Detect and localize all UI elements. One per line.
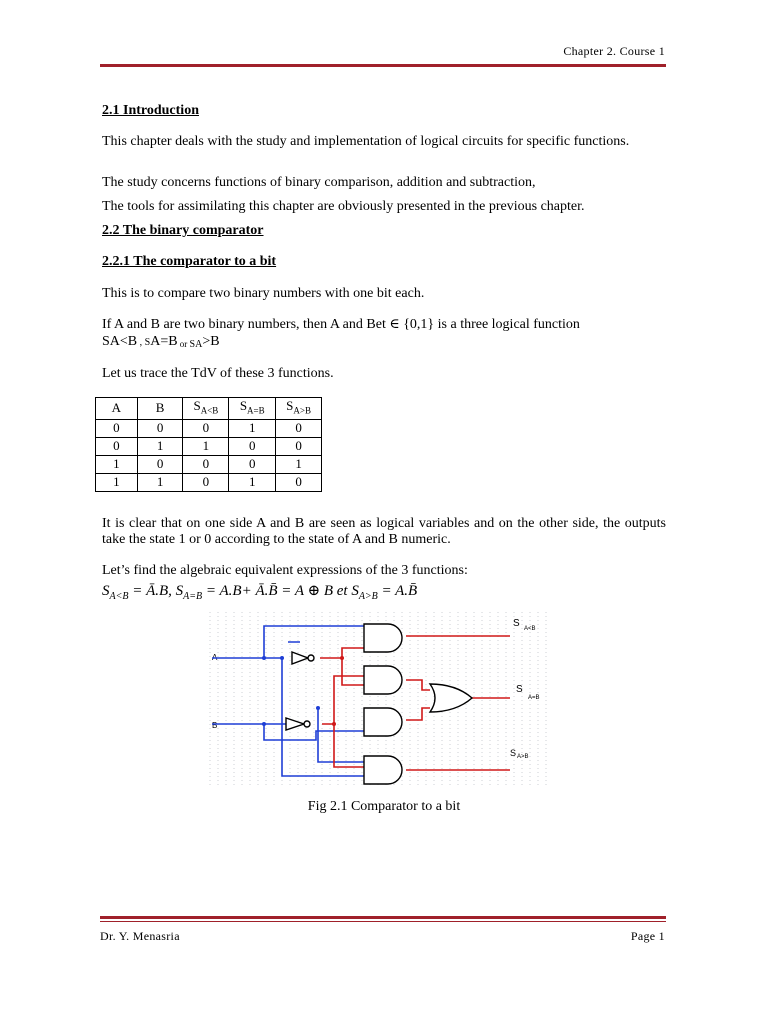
or-gate <box>430 684 472 712</box>
intro-paragraph-3: The tools for assimilating this chapter are obviously presented in the previous chapter. <box>102 199 585 214</box>
truth-table-row <box>96 473 322 491</box>
wire-not-a <box>320 636 510 685</box>
truth-table-row <box>96 455 322 473</box>
truth-table-cell: 0 <box>96 437 138 455</box>
footer-author: Dr. Y. Menasria <box>100 929 180 943</box>
truth-table-cell: 0 <box>183 455 229 473</box>
function-sa-equal-b: A=B <box>150 334 178 349</box>
and-gate-1 <box>364 624 402 652</box>
paragraph-if: If A and B are two binary numbers, then A and Bet ∈ {0,1} is a three logical function <box>102 317 580 332</box>
truth-table-cell: 1 <box>183 437 229 455</box>
paragraph-trace: Let us trace the TdV of these 3 functions. <box>102 366 334 381</box>
section-heading-binary-comparator: 2.2 The binary comparator <box>102 223 264 238</box>
truth-table-header-row <box>96 398 322 420</box>
equation-line: $S_{A<B}$ = Ā.B, $S_{A=B} = A.B+$ Ā.B̄ = A ⊕ B et $S_{A>B}$ = A.B̄ <box>102 583 418 602</box>
truth-table-cell: 0 <box>137 455 183 473</box>
truth-table-cell: 0 <box>183 473 229 491</box>
input-b-label: B <box>212 721 218 730</box>
paragraph-clear: It is clear that on one side A and B are seen as logical variables and on the other side, the outputs take the state 1 or 0 according to the state of A and B numeric. <box>102 516 666 547</box>
truth-table-row <box>96 419 322 437</box>
truth-table-cell: 0 <box>229 455 276 473</box>
svg-text:A>B: A>B <box>517 754 529 760</box>
not-gate-a <box>292 652 308 664</box>
truth-table-cell: 1 <box>137 473 183 491</box>
truth-table-header-cell: $S_{A<B}$ <box>183 398 229 420</box>
and-gate-2 <box>364 666 402 694</box>
truth-table-cell: 0 <box>276 419 322 437</box>
footer-rule-thin <box>100 921 666 922</box>
paragraph-functions: SA<B , SA=B or SA>B <box>102 334 220 350</box>
truth-table-cell: 1 <box>96 455 138 473</box>
svg-text:A=B: A=B <box>528 695 540 701</box>
intro-paragraph-2: The study concerns functions of binary comparison, addition and subtraction, <box>102 175 536 190</box>
and-gate-4 <box>364 756 402 784</box>
header-rule <box>100 64 666 67</box>
output-3-label: S <box>510 748 517 758</box>
function-sa-less-b: SA<B <box>102 334 138 349</box>
section-heading-one-bit-comparator: 2.2.1 The comparator to a bit <box>102 254 277 269</box>
truth-table-cell: 0 <box>183 419 229 437</box>
function-sa-greater-b: >B <box>202 334 220 349</box>
output-wires <box>320 636 510 770</box>
truth-table-cell: 0 <box>137 419 183 437</box>
truth-table-cell: 1 <box>96 473 138 491</box>
truth-table-cell: 0 <box>96 419 138 437</box>
running-header: Chapter 2. Course 1 <box>563 44 665 58</box>
figure-caption: Fig 2.1 Comparator to a bit <box>307 799 461 814</box>
not-gates <box>286 652 314 730</box>
truth-table-cell: 0 <box>229 437 276 455</box>
and-gates <box>364 624 402 784</box>
truth-table-header-cell: $S_{A=B}$ <box>229 398 276 420</box>
not-gate-b <box>286 718 304 730</box>
footer-page-number: Page 1 <box>630 929 665 943</box>
paragraph-compare: This is to compare two binary numbers with one bit each. <box>102 286 425 301</box>
intro-paragraph-1: This chapter deals with the study and implementation of logical circuits for specific functions. <box>102 134 630 149</box>
truth-table-cell: 1 <box>229 419 276 437</box>
junction-dots <box>262 656 320 726</box>
paragraph-find: Let’s find the algebraic equivalent expressions of the 3 functions: <box>102 563 468 578</box>
input-a-label: A <box>212 653 218 662</box>
truth-table-header-cell: B <box>137 398 183 420</box>
wire-not-b <box>322 676 364 767</box>
truth-table <box>95 397 322 492</box>
truth-table-cell: 1 <box>276 455 322 473</box>
truth-table-cell: 1 <box>137 437 183 455</box>
footer-rule-thick <box>100 916 666 919</box>
truth-table-cell: 1 <box>229 473 276 491</box>
output-2-label: S <box>516 684 523 695</box>
and-gate-3 <box>364 708 402 736</box>
svg-text:A<B: A<B <box>524 626 536 632</box>
truth-table-cell: 0 <box>276 437 322 455</box>
comparator-circuit-diagram <box>208 610 550 788</box>
section-heading-introduction: 2.1 Introduction <box>102 103 199 118</box>
truth-table-row <box>96 437 322 455</box>
truth-table-header-cell: $S_{A>B}$ <box>276 398 322 420</box>
truth-table-header-cell: A <box>96 398 138 420</box>
truth-table-cell: 0 <box>276 473 322 491</box>
output-1-label: S <box>513 618 520 629</box>
